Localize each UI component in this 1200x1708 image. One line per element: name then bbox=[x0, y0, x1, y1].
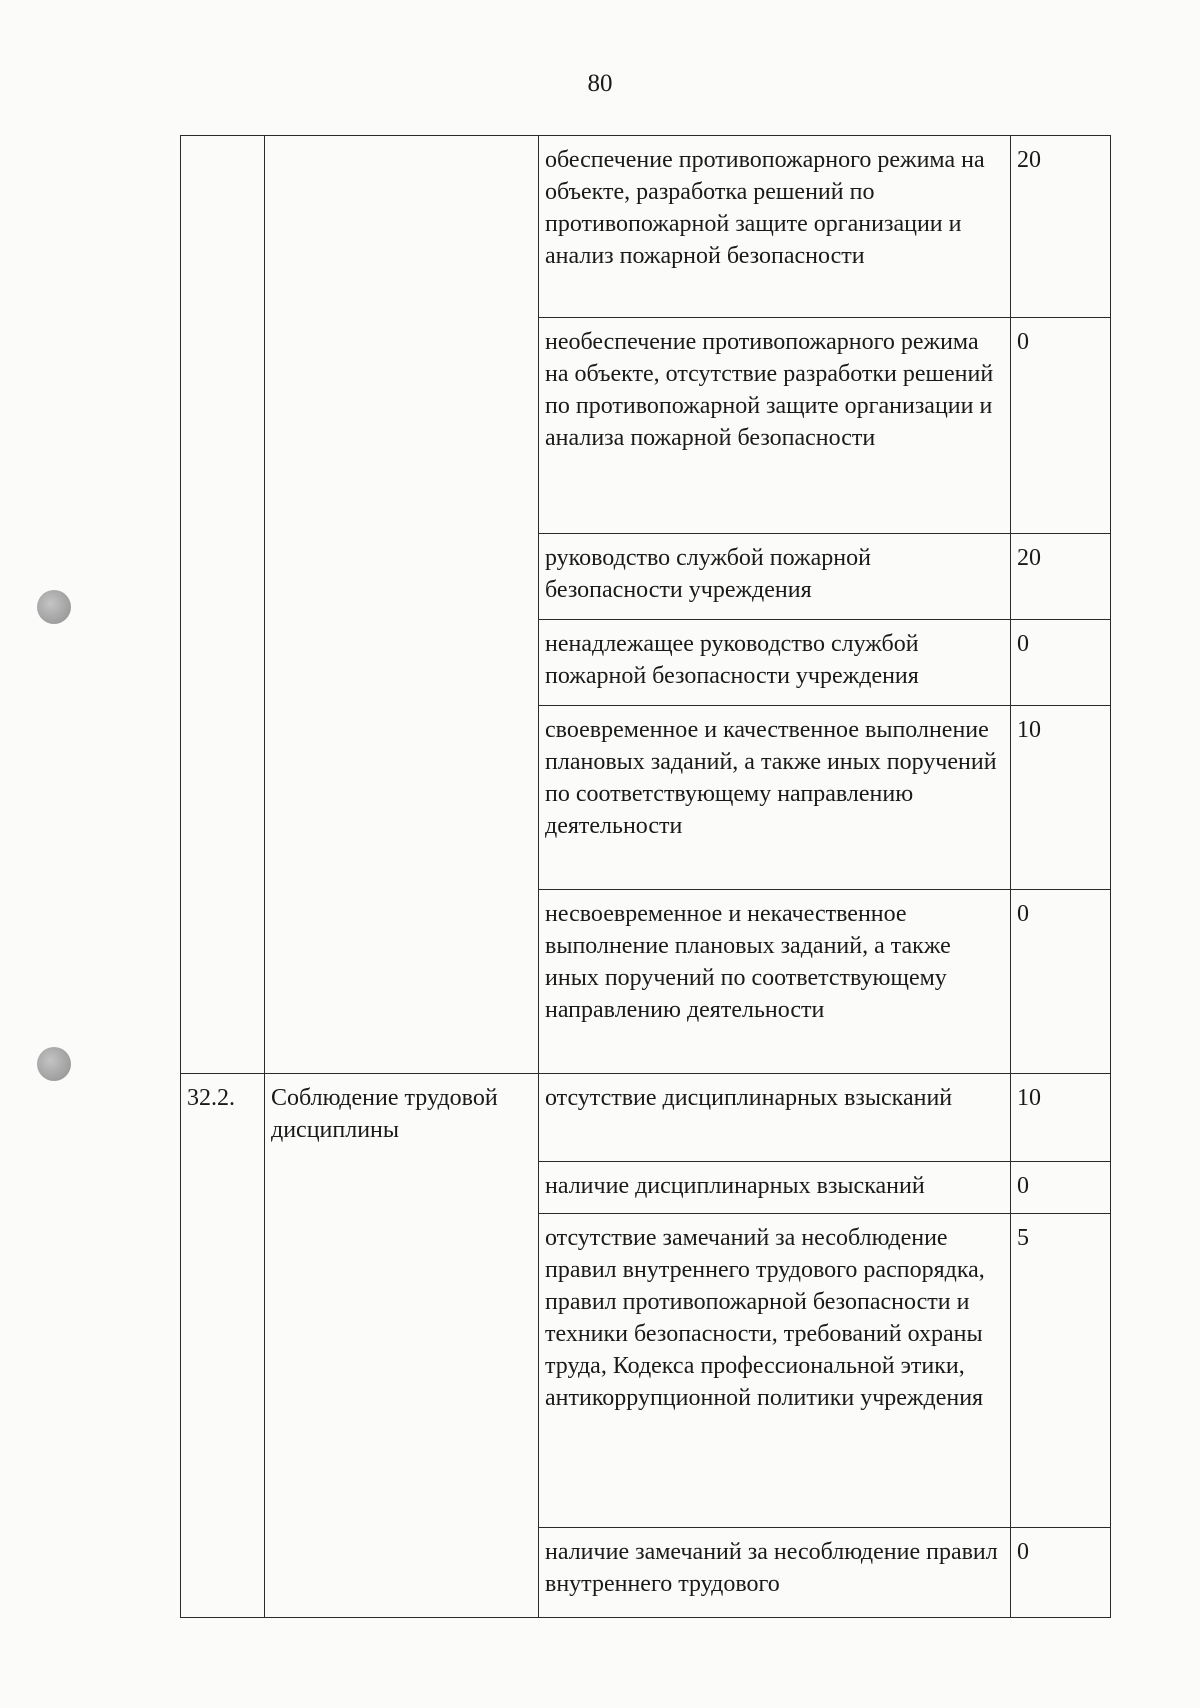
number-cell-continued bbox=[181, 136, 265, 1074]
points-cell: 0 bbox=[1011, 620, 1111, 706]
criteria-table bbox=[180, 135, 1111, 1618]
page-number: 80 bbox=[587, 70, 613, 97]
points-cell: 5 bbox=[1011, 1214, 1111, 1528]
points-cell: 0 bbox=[1011, 1528, 1111, 1618]
description-cell: наличие замечаний за несоблюдение правил внутреннего трудового bbox=[539, 1528, 1011, 1618]
table-row bbox=[181, 1074, 1111, 1162]
description-cell: отсутствие замечаний за несоблюдение правил внутреннего трудового распорядка, правил противопожарной безопасности и техники безопасности, требований охраны труда, Кодекса профессиональной этики, антикоррупционной политики учреждения bbox=[539, 1214, 1011, 1528]
description-cell: обеспечение противопожарного режима на объекте, разработка решений по противопожарной защите организации и анализ пожарной безопасности bbox=[539, 136, 1011, 318]
criterion-cell-continued bbox=[265, 136, 539, 1074]
points-cell: 10 bbox=[1011, 1074, 1111, 1162]
description-cell: ненадлежащее руководство службой пожарной безопасности учреждения bbox=[539, 620, 1011, 706]
punch-hole bbox=[37, 1047, 71, 1081]
points-cell: 20 bbox=[1011, 534, 1111, 620]
description-cell: несвоевременное и некачественное выполнение плановых заданий, а также иных поручений по соответствующему направлению деятельности bbox=[539, 890, 1011, 1074]
points-cell: 20 bbox=[1011, 136, 1111, 318]
points-cell: 0 bbox=[1011, 318, 1111, 534]
points-cell: 10 bbox=[1011, 706, 1111, 890]
description-cell: руководство службой пожарной безопасности учреждения bbox=[539, 534, 1011, 620]
description-cell: отсутствие дисциплинарных взысканий bbox=[539, 1074, 1011, 1162]
points-cell: 0 bbox=[1011, 890, 1111, 1074]
punch-hole bbox=[37, 590, 71, 624]
description-cell: наличие дисциплинарных взысканий bbox=[539, 1162, 1011, 1214]
table-row bbox=[181, 136, 1111, 318]
points-cell: 0 bbox=[1011, 1162, 1111, 1214]
description-cell: необеспечение противопожарного режима на объекте, отсутствие разработки решений по противопожарной защите организации и анализа пожарной безопасности bbox=[539, 318, 1011, 534]
section-number: 32.2. bbox=[181, 1074, 265, 1618]
section-criterion: Соблюдение трудовой дисциплины bbox=[265, 1074, 539, 1618]
description-cell: своевременное и качественное выполнение плановых заданий, а также иных поручений по соответствующему направлению деятельности bbox=[539, 706, 1011, 890]
